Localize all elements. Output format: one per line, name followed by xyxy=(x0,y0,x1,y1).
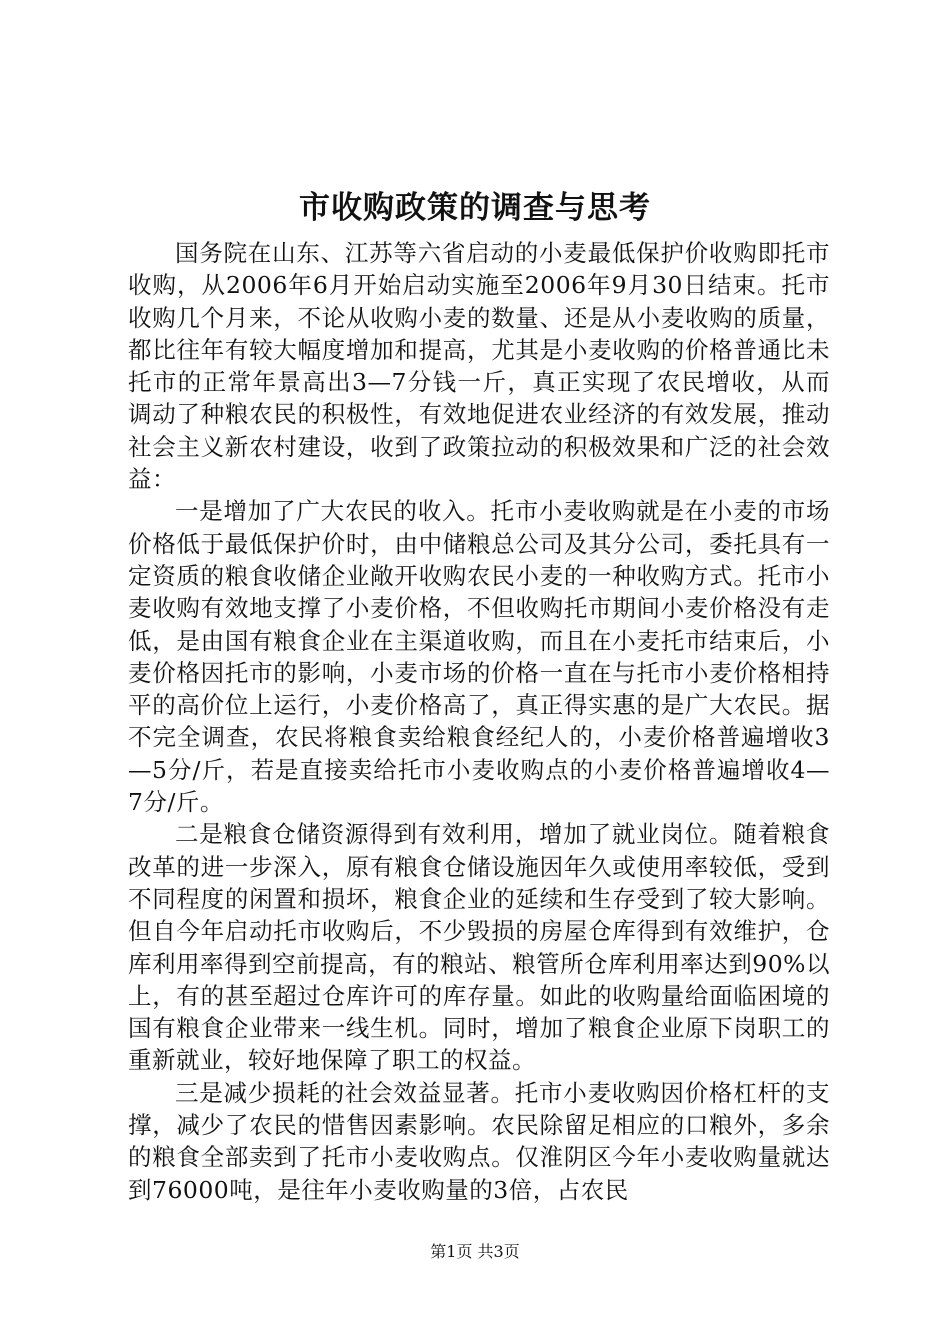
paragraph-point-one: 一是增加了广大农民的收入。托市小麦收购就是在小麦的市场价格低于最低保护价时，由中储粮总公司及其分公司，委托具有一定资质的粮食收储企业敞开收购农民小麦的一种收购方式。托市小麦收购有效地支撑了小麦价格，不但收购托市期间小麦价格没有走低，是由国有粮食企业在主渠道收购，而且在小麦托市结束后，小麦价格因托市的影响，小麦市场的价格一直在与托市小麦价格相持平的高价位上运行，小麦价格高了，真正得实惠的是广大农民。据不完全调查，农民将粮食卖给粮食经纪人的，小麦价格普遍增收3—5分/斤，若是直接卖给托市小麦收购点的小麦价格普遍增收4—7分/斤。 xyxy=(128,497,830,817)
paragraph-point-three: 三是减少损耗的社会效益显著。托市小麦收购因价格杠杆的支撑，减少了农民的惜售因素影响。农民除留足相应的口粮外，多余的粮食全部卖到了托市小麦收购点。仅淮阴区今年小麦收购量就达到76000吨，是往年小麦收购量的3倍，占农民 xyxy=(128,1078,830,1204)
page-number-footer: 第1页 共3页 xyxy=(430,1242,520,1261)
document-title: 市收购政策的调查与思考 xyxy=(299,190,651,226)
document-body xyxy=(128,237,830,1206)
paragraph-intro: 国务院在山东、江苏等六省启动的小麦最低保护价收购即托市收购，从2006年6月开始启动实施至2006年9月30日结束。托市收购几个月来，不论从收购小麦的数量、还是从小麦收购的质量，都比往年有较大幅度增加和提高，尤其是小麦收购的价格普通比未托市的正常年景高出3—7分钱一斤，真正实现了农民增收，从而调动了种粮农民的积极性，有效地促进农业经济的有效发展，推动社会主义新农村建设，收到了政策拉动的积极效果和广泛的社会效益： xyxy=(128,239,830,494)
paragraph-point-two: 二是粮食仓储资源得到有效利用，增加了就业岗位。随着粮食改革的进一步深入，原有粮食仓储设施因年久或使用率较低，受到不同程度的闲置和损坏，粮食企业的延续和生存受到了较大影响。但自今年启动托市收购后，不少毁损的房屋仓库得到有效维护，仓库利用率得到空前提高，有的粮站、粮管所仓库利用率达到90%以上，有的甚至超过仓库许可的库存量。如此的收购量给面临困境的国有粮食企业带来一线生机。同时，增加了粮食企业原下岗职工的重新就业，较好地保障了职工的权益。 xyxy=(128,820,830,1075)
